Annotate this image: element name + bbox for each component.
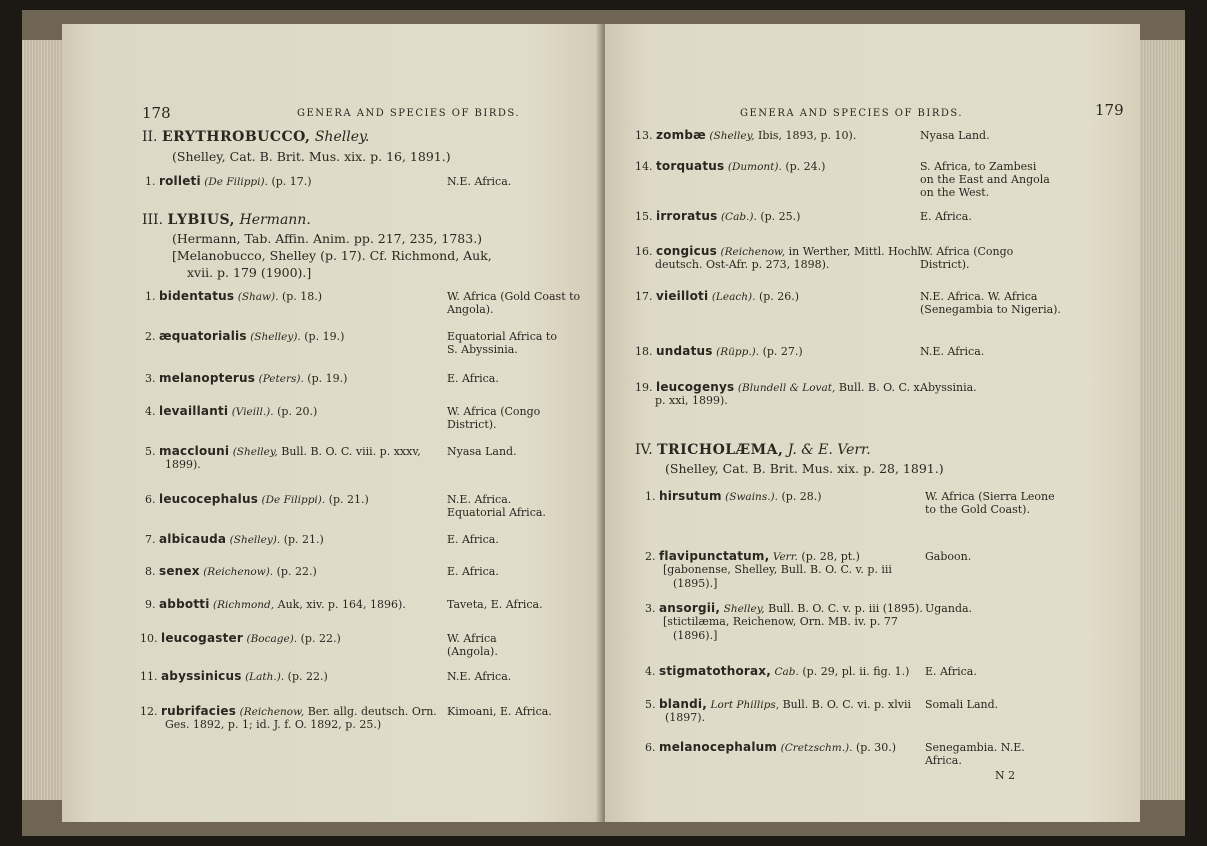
printer-signature: N 2 (995, 769, 1016, 782)
section-reference: (Shelley, Cat. B. Brit. Mus. xix. p. 16, 1891.) (172, 149, 451, 164)
section-reference: (Shelley, Cat. B. Brit. Mus. xix. p. 28, 1891.) (665, 461, 944, 476)
species-entry-ref: [stictilæma, Reichenow, Orn. MB. iv. p. 77 (663, 615, 898, 628)
species-locality: Nyasa Land. (447, 445, 517, 458)
species-locality: Gaboon. (925, 550, 972, 563)
species-locality: Senegambia. N.E. Africa. (925, 741, 1025, 767)
species-entry: 15. irroratus (Cab.). (p. 25.) (635, 209, 801, 223)
species-locality: W. Africa (Congo District). (920, 245, 1014, 271)
section-heading-erythrobucco: II. ERYTHROBUCCO, Shelley. (142, 129, 370, 145)
section-reference: [Melanobucco, Shelley (p. 17). Cf. Richmond, Auk, (172, 248, 492, 263)
left-page-edges (22, 40, 62, 800)
species-entry: 5. macclouni (Shelley, Bull. B. O. C. viii. p. xxxv, (145, 444, 421, 458)
species-entry-ref: p. xxi, 1899). (655, 394, 728, 407)
species-entry: 18. undatus (Rüpp.). (p. 27.) (635, 344, 803, 358)
species-entry: 9. abbotti (Richmond, Auk, xiv. p. 164, 1896). (145, 597, 406, 611)
species-entry: 12. rubrifacies (Reichenow, Ber. allg. deutsch. Orn. (140, 704, 437, 718)
left-page (62, 24, 602, 822)
species-entry: 5. blandi, Lort Phillips, Bull. B. O. C. vi. p. xlvii (645, 697, 911, 711)
species-locality: N.E. Africa. (920, 345, 985, 358)
species-entry: 1. bidentatus (Shaw). (p. 18.) (145, 289, 323, 303)
section-heading-tricholaema: IV. TRICHOLÆMA, J. & E. Verr. (635, 442, 871, 458)
right-page-edges (1140, 40, 1185, 800)
page-number-left: 178 (142, 104, 171, 122)
page-number-right: 179 (1095, 101, 1124, 119)
species-entry-ref: 1899). (165, 458, 201, 471)
species-locality: Kimoani, E. Africa. (447, 705, 552, 718)
species-entry-ref: (1895).] (673, 577, 718, 590)
species-entry: 6. leucocephalus (De Filippi). (p. 21.) (145, 492, 369, 506)
species-locality: Uganda. (925, 602, 973, 615)
species-entry-ref: (1896).] (673, 629, 718, 642)
species-entry: 4. stigmatothorax, Cab. (p. 29, pl. ii. fig. 1.) (645, 664, 910, 678)
species-entry: 16. congicus (Reichenow, in Werther, Mittl. Hochl. (635, 244, 925, 258)
species-entry: 3. melanopterus (Peters). (p. 19.) (145, 371, 348, 385)
species-locality: E. Africa. (447, 565, 499, 578)
section-reference: (Hermann, Tab. Affin. Anim. pp. 217, 235, 1783.) (172, 231, 483, 246)
species-locality: W. Africa (Congo District). (447, 405, 541, 431)
species-entry: 7. albicauda (Shelley). (p. 21.) (145, 532, 324, 546)
species-entry: 10. leucogaster (Bocage). (p. 22.) (140, 631, 341, 645)
right-page (605, 24, 1140, 822)
species-locality: N.E. Africa. Equatorial Africa. (447, 493, 546, 519)
section-reference: xvii. p. 179 (1900).] (187, 265, 312, 280)
species-entry: 14. torquatus (Dumont). (p. 24.) (635, 159, 826, 173)
species-locality: E. Africa. (447, 533, 499, 546)
species-locality: W. Africa (Angola). (447, 632, 498, 658)
species-entry: 11. abyssinicus (Lath.). (p. 22.) (140, 669, 328, 683)
species-entry: 2. æquatorialis (Shelley). (p. 19.) (145, 329, 345, 343)
species-entry-ref: deutsch. Ost-Afr. p. 273, 1898). (655, 258, 830, 271)
species-entry-ref: Ges. 1892, p. 1; id. J. f. O. 1892, p. 25.) (165, 718, 382, 731)
species-entry: 3. ansorgii, Shelley, Bull. B. O. C. v. p. iii (1895). (645, 601, 923, 615)
species-locality: N.E. Africa. (447, 175, 512, 188)
species-locality: Somali Land. (925, 698, 999, 711)
species-locality: W. Africa (Gold Coast to Angola). (447, 290, 581, 316)
species-entry: 1. rolleti (De Filippi). (p. 17.) (145, 174, 312, 188)
species-locality: N.E. Africa. W. Africa (Senegambia to Nigeria). (920, 290, 1061, 316)
species-locality: E. Africa. (925, 665, 977, 678)
species-locality: Equatorial Africa to S. Abyssinia. (447, 330, 557, 356)
species-locality: W. Africa (Sierra Leone to the Gold Coast). (925, 490, 1055, 516)
species-locality: S. Africa, to Zambesi on the East and Angola on the West. (920, 160, 1050, 199)
species-locality: N.E. Africa. (447, 670, 512, 683)
species-entry: 8. senex (Reichenow). (p. 22.) (145, 564, 317, 578)
running-head-right: GENERA AND SPECIES OF BIRDS. (740, 108, 964, 119)
species-entry: 17. vieilloti (Leach). (p. 26.) (635, 289, 800, 303)
species-locality: Nyasa Land. (920, 129, 990, 142)
species-locality: Taveta, E. Africa. (447, 598, 543, 611)
species-locality: E. Africa. (447, 372, 499, 385)
running-head-left: GENERA AND SPECIES OF BIRDS. (297, 108, 521, 119)
section-heading-lybius: III. LYBIUS, Hermann. (142, 212, 311, 228)
species-entry: 19. leucogenys (Blundell & Lovat, Bull. B. O. C. x. (635, 380, 924, 394)
species-entry: 4. levaillanti (Vieill.). (p. 20.) (145, 404, 318, 418)
species-entry-ref: [gabonense, Shelley, Bull. B. O. C. v. p. iii (663, 563, 892, 576)
species-locality: Abyssinia. (920, 381, 977, 394)
species-entry: 2. flavipunctatum, Verr. (p. 28, pt.) (645, 549, 860, 563)
species-entry-ref: (1897). (665, 711, 706, 724)
species-entry: 13. zombæ (Shelley, Ibis, 1893, p. 10). (635, 128, 857, 142)
species-locality: E. Africa. (920, 210, 972, 223)
species-entry: 6. melanocephalum (Cretzschm.). (p. 30.) (645, 740, 897, 754)
book-spread (22, 10, 1185, 836)
species-entry: 1. hirsutum (Swains.). (p. 28.) (645, 489, 822, 503)
